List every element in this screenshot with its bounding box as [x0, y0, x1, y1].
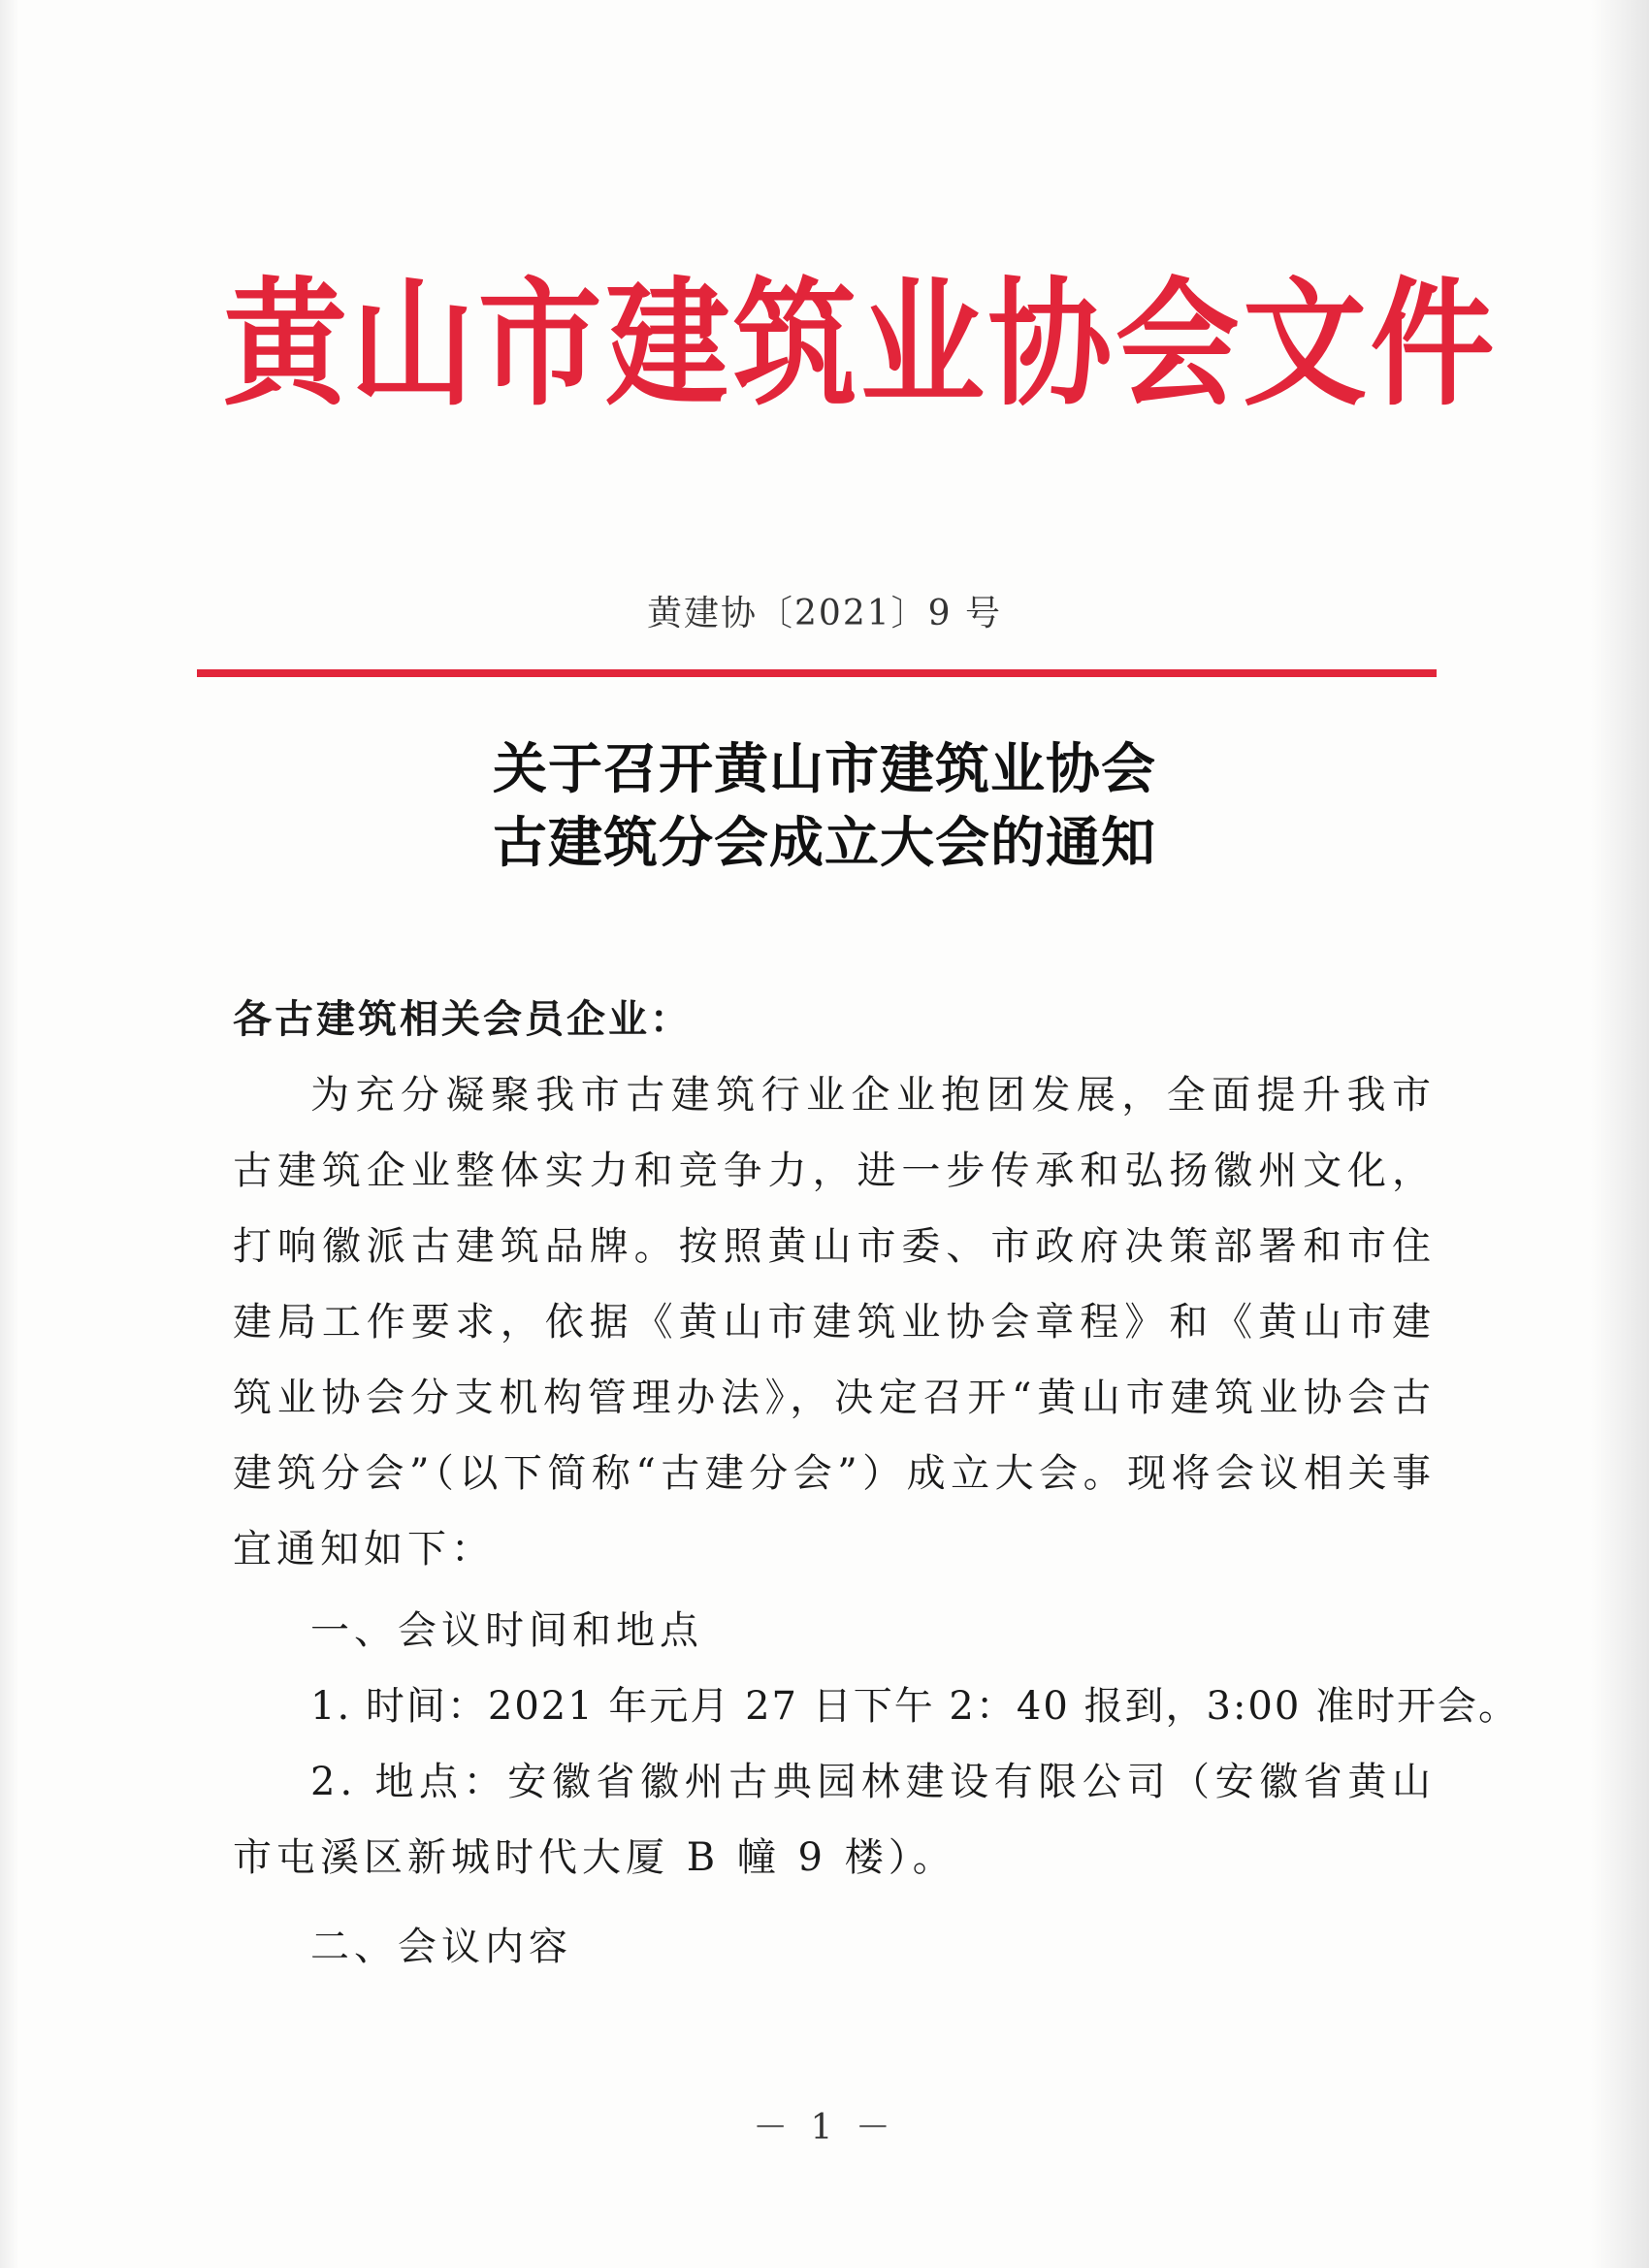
meeting-location-item: 2. 地点：安徽省徽州古典园林建设有限公司（安徽省黄山市屯溪区新城时代大厦 B 幢 9 楼）。 — [233, 1760, 1436, 1880]
header-divider-line — [197, 669, 1437, 677]
document-number: 黄建协〔2021〕9 号 — [647, 594, 1002, 633]
notice-title — [0, 732, 1649, 880]
meeting-time-item: 1. 时间：2021 年元月 27 日下午 2：40 报到，3:00 准时开会。 — [310, 1684, 1520, 1729]
scan-edge-right — [1591, 0, 1649, 2268]
salutation: 各古建筑相关会员企业： — [233, 996, 692, 1042]
notice-title-line-1: 关于召开黄山市建筑业协会 — [493, 737, 1156, 801]
page-number: － 1 － — [753, 2108, 896, 2148]
scan-edge-left — [0, 0, 19, 2268]
notice-title-line-2: 古建筑分会成立大会的通知 — [493, 811, 1156, 875]
section-heading-time-place: 一、会议时间和地点 — [310, 1608, 703, 1653]
section-heading-content: 二、会议内容 — [310, 1925, 572, 1969]
document-header-title: 黄山市建筑业协会文件 — [223, 264, 1498, 425]
notice-body — [233, 982, 1520, 1985]
body-paragraph: 为充分凝聚我市古建筑行业企业抱团发展，全面提升我市古建筑企业整体实力和竞争力，进一步传承和弘扬徽州文化，打响徽派古建筑品牌。按照黄山市委、市政府决策部署和市住建局工作要求，依据《黄山市建筑业协会章程》和《黄山市建筑业协会分支机构管理办法》，决定召开“黄山市建筑业协会古建筑分会”（以下简称“古建分会”）成立大会。现将会议相关事宜通知如下： — [233, 1073, 1436, 1571]
